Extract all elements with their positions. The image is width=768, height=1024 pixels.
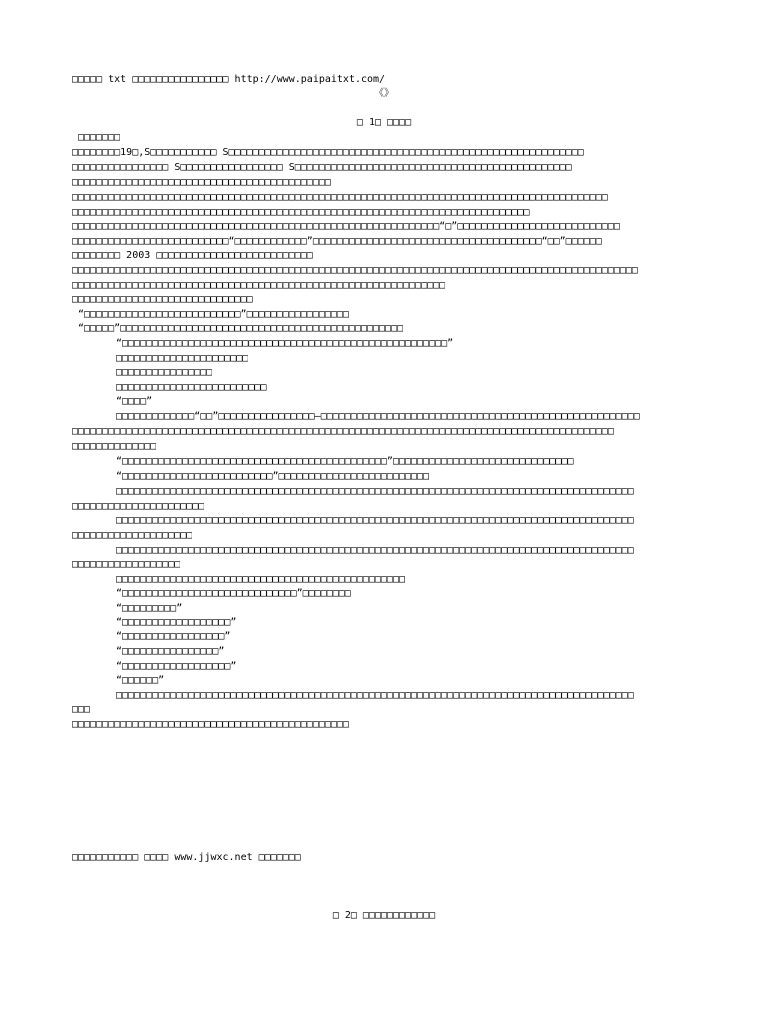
paragraph: □□□□□□□□□□□□□□□□□□□□□□□□□□□□□□	[72, 294, 253, 305]
paragraph: □□□□□□□□□□□□□□□□□□□□□□□□□□□□□□□□□□□□□□□□□□□□□□□□□□□□□□□□□□□□□“□”□□□□□□□□□□□□□□□□□□□□□□□□□□□	[72, 221, 620, 232]
paragraph: □□□□□□□□□□□□□□□□	[116, 367, 213, 378]
paragraph: □□□□□□□□□□□□□□□□□□□□□□	[72, 501, 205, 512]
paragraph: □□□□□□□	[78, 132, 121, 143]
paragraph: “□□□□□□□□□”	[116, 603, 183, 614]
footer-note: □□□□□□□□□□□ □□□□ www.jjwxc.net □□□□□□□	[72, 852, 301, 863]
paragraph: □□□□□□□□□□□□□□	[72, 441, 157, 452]
paragraph: □□□□□□□□19□,S□□□□□□□□□□□ S□□□□□□□□□□□□□□□□□□□□□□□□□□□□□□□□□□□□□□□□□□□□□□□□□□□□□□□□□□□	[72, 147, 584, 158]
paragraph: □□□□□□□□□□□□□□□□□□□□□□□□□□□□□□□□□□□□□□□□□□□□□□□□	[116, 574, 405, 585]
paragraph: □□□□□□□□□□□□□□□□□□□□□□□□□□□□□□□□□□□□□□□□□□□□□□□□□□□□□□□□□□□□□□□□□□□□□□□□□□□□	[72, 207, 530, 218]
paragraph: □□□□□□□□□□□□□□□□□□□□□□□□□□□□□□□□□□□□□□□□□□□□□□□□□□□□□□□□□□□□□□□□□□□□□□□□□□□□□□□□□□□□□□	[116, 486, 634, 497]
paragraph: □□□□□□□□□□□□□□□□□□□□□□	[116, 353, 249, 364]
paragraph: □□□□□□□□□□□□□□□□□□□□□□□□□□□□□□□□□□□□□□□□□□□□□□□□□□□□□□□□□□□□□□□□□□□□□□□□□□□□□□□□□□□□□□	[116, 515, 634, 526]
paragraph: “□□□□”	[116, 396, 153, 407]
paragraph: □□□□□□□□ 2003 □□□□□□□□□□□□□□□□□□□□□□□□□□	[72, 250, 313, 261]
header-line: □□□□□ txt □□□□□□□□□□□□□□□□ http://www.paipaitxt.com/	[72, 74, 386, 85]
paragraph: □□□□□□□□□□□□□□□□□□□□□□□□□□□□□□□□□□□□□□□□□□□	[72, 177, 331, 188]
paragraph: □□□□□□□□□□□□□□□□□□□□□□□□□□□□□□□□□□□□□□□□□□□□□□□□□□□□□□□□□□□□□□□□□□□□□□□□□□□□□□□□□□□□□□	[116, 690, 634, 701]
paragraph: □□□□□□□□□□□□□□□□□□□□□□□□□□□□□□□□□□□□□□□□□□□□□□□□□□□□□□□□□□□□□□□□□□□□□□□□□□□□□□□□□□□□□□□□□□	[72, 426, 614, 437]
paragraph: “□□□□□□□□□□□□□□□□□□□□□□□□□□”□□□□□□□□□□□□□□□□□	[78, 309, 349, 320]
paragraph: □□□□□□□□□□□□□□□□□□	[72, 559, 181, 570]
paragraph: “□□□□□□□□□□□□□□□□□□”	[116, 661, 237, 672]
paragraph: “□□□□□□□□□□□□□□□□□”	[116, 631, 231, 642]
paragraph: “□□□□□□□□□□□□□□□□□□□□□□□□□”□□□□□□□□□□□□□□□□□□□□□□□□□	[116, 471, 430, 482]
paragraph: “□□□□□□□□□□□□□□□□□□□□□□□□□□□□□”□□□□□□□□	[116, 588, 351, 599]
paragraph: “□□□□□□”	[116, 675, 165, 686]
paragraph: “□□□□□□□□□□□□□□□□□□□□□□□□□□□□□□□□□□□□□□□□□□□□”□□□□□□□□□□□□□□□□□□□□□□□□□□□□□□	[116, 456, 574, 467]
paragraph: “□□□□□□□□□□□□□□□□”	[116, 646, 225, 657]
paragraph: □□□	[72, 704, 91, 715]
paragraph: □□□□□□□□□□□□□□□□□□□□□□□□□	[116, 382, 267, 393]
paragraph: □□□□□□□□□□□□□□□□□□□□□□□□□□□□□□□□□□□□□□□□□□□□□□	[72, 719, 349, 730]
header-title: 《》	[374, 88, 394, 99]
paragraph: □□□□□□□□□□□□□□□□□□□□□□□□□□□□□□□□□□□□□□□□□□□□□□□□□□□□□□□□□□□□□□□□□□□□□□□□□□□□□□□□□□□□□□	[116, 545, 634, 556]
paragraph: □□□□□□□□□□□□□□□□□□□□□□□□□□“□□□□□□□□□□□□”□□□□□□□□□□□□□□□□□□□□□□□□□□□□□□□□□□□□□□“□□”□□□□□□	[72, 236, 602, 247]
paragraph: □□□□□□□□□□□□□□□□□□□□□□□□□□□□□□□□□□□□□□□□□□□□□□□□□□□□□□□□□□□□□□	[72, 280, 446, 291]
paragraph: □□□□□□□□□□□□□□□□□□□□□□□□□□□□□□□□□□□□□□□□□□□□□□□□□□□□□□□□□□□□□□□□□□□□□□□□□□□□□□□□□□□□□□□□□□□□□□	[72, 265, 638, 276]
paragraph: □□□□□□□□□□□□□“□□”□□□□□□□□□□□□□□□□—□□□□□□□□□□□□□□□□□□□□□□□□□□□□□□□□□□□□□□□□□□□□□□□□□□□□□	[116, 411, 640, 422]
paragraph: □□□□□□□□□□□□□□□□ S□□□□□□□□□□□□□□□□□ S□□□□□□□□□□□□□□□□□□□□□□□□□□□□□□□□□□□□□□□□□□□□□□	[72, 162, 572, 173]
chapter-1-title: □ 1□ □□□□	[356, 117, 412, 128]
paragraph: □□□□□□□□□□□□□□□□□□□□□□□□□□□□□□□□□□□□□□□□□□□□□□□□□□□□□□□□□□□□□□□□□□□□□□□□□□□□□□□□□□□□□□□□□	[72, 192, 608, 203]
paragraph: “□□□□□”□□□□□□□□□□□□□□□□□□□□□□□□□□□□□□□□□□□□□□□□□□□□□□□	[78, 323, 404, 334]
paragraph: “□□□□□□□□□□□□□□□□□□”	[116, 617, 237, 628]
chapter-2-title: □ 2□ □□□□□□□□□□□□	[332, 910, 436, 921]
paragraph: “□□□□□□□□□□□□□□□□□□□□□□□□□□□□□□□□□□□□□□□□□□□□□□□□□□□□□□”	[116, 338, 454, 349]
paragraph: □□□□□□□□□□□□□□□□□□□□	[72, 530, 193, 541]
